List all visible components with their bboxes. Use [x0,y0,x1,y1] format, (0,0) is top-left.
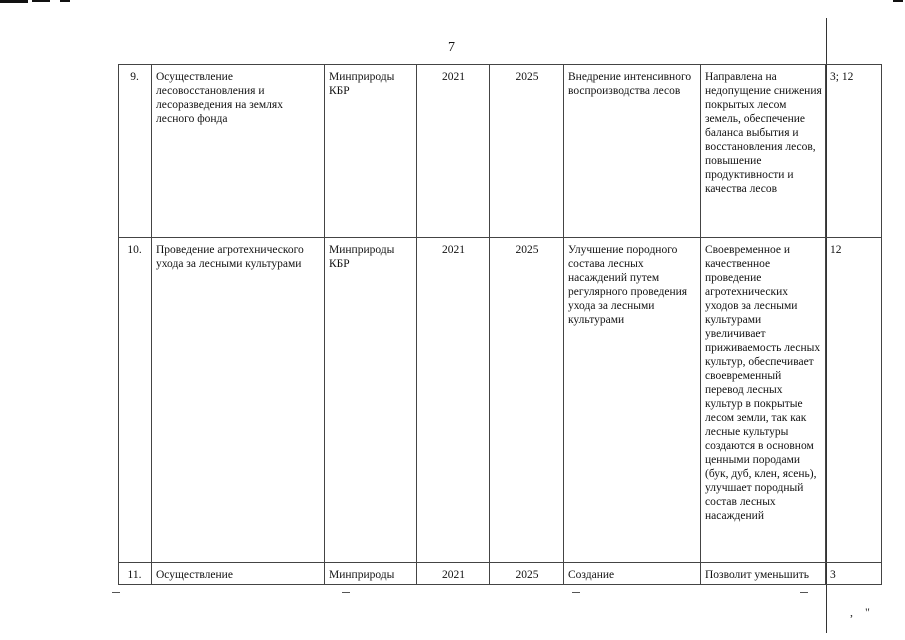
executor: Минприроды [325,563,417,585]
measure-name: Осуществление лесовосстановления и лесоразведения на землях лесного фонда [152,65,325,238]
scan-artifact [60,0,70,2]
scan-dash [112,592,120,593]
consequence: Своевременное и качественное проведение агротехнических уходов за лесными культурами увеличивает приживаемость лесных культур, обеспечивает своевременный перевод лесных культур в покрытые лесом земли, так как лесные культуры создаются в основном ценными породами (бук, дуб, клен, ясень), улучшает породный состав лесных насаждений [701,238,826,563]
measures-table [118,64,882,585]
start-year: 2021 [417,238,490,563]
scan-dash [800,592,808,593]
scan-artifact [893,0,903,2]
table-row [119,563,882,585]
row-number: 10. [119,238,152,563]
table-row [119,238,882,563]
scan-artifact [0,0,28,3]
scan-dash [342,592,350,593]
measure-name: Осуществление [152,563,325,585]
scan-dash [572,592,580,593]
executor: Минприроды КБР [325,65,417,238]
row-number: 11. [119,563,152,585]
expected-result: Внедрение интенсивного воспроизводства лесов [564,65,701,238]
scan-marks: , " [850,605,870,619]
row-number: 9. [119,65,152,238]
measure-name: Проведение агротехнического ухода за лесными культурами [152,238,325,563]
start-year: 2021 [417,65,490,238]
expected-result: Создание [564,563,701,585]
indicators: 12 [826,238,882,563]
end-year: 2025 [490,65,564,238]
indicators: 3; 12 [826,65,882,238]
table-row [119,65,882,238]
page-number: 7 [448,40,455,55]
executor: Минприроды КБР [325,238,417,563]
scan-artifact [32,0,50,2]
consequence: Направлена на недопущение снижения покрытых лесом земель, обеспечение баланса выбытия и восстановления лесов, повышение продуктивности и качества лесов [701,65,826,238]
consequence: Позволит уменьшить [701,563,826,585]
end-year: 2025 [490,563,564,585]
indicators: 3 [826,563,882,585]
expected-result: Улучшение породного состава лесных насаждений путем регулярного проведения ухода за лесными культурами [564,238,701,563]
start-year: 2021 [417,563,490,585]
end-year: 2025 [490,238,564,563]
